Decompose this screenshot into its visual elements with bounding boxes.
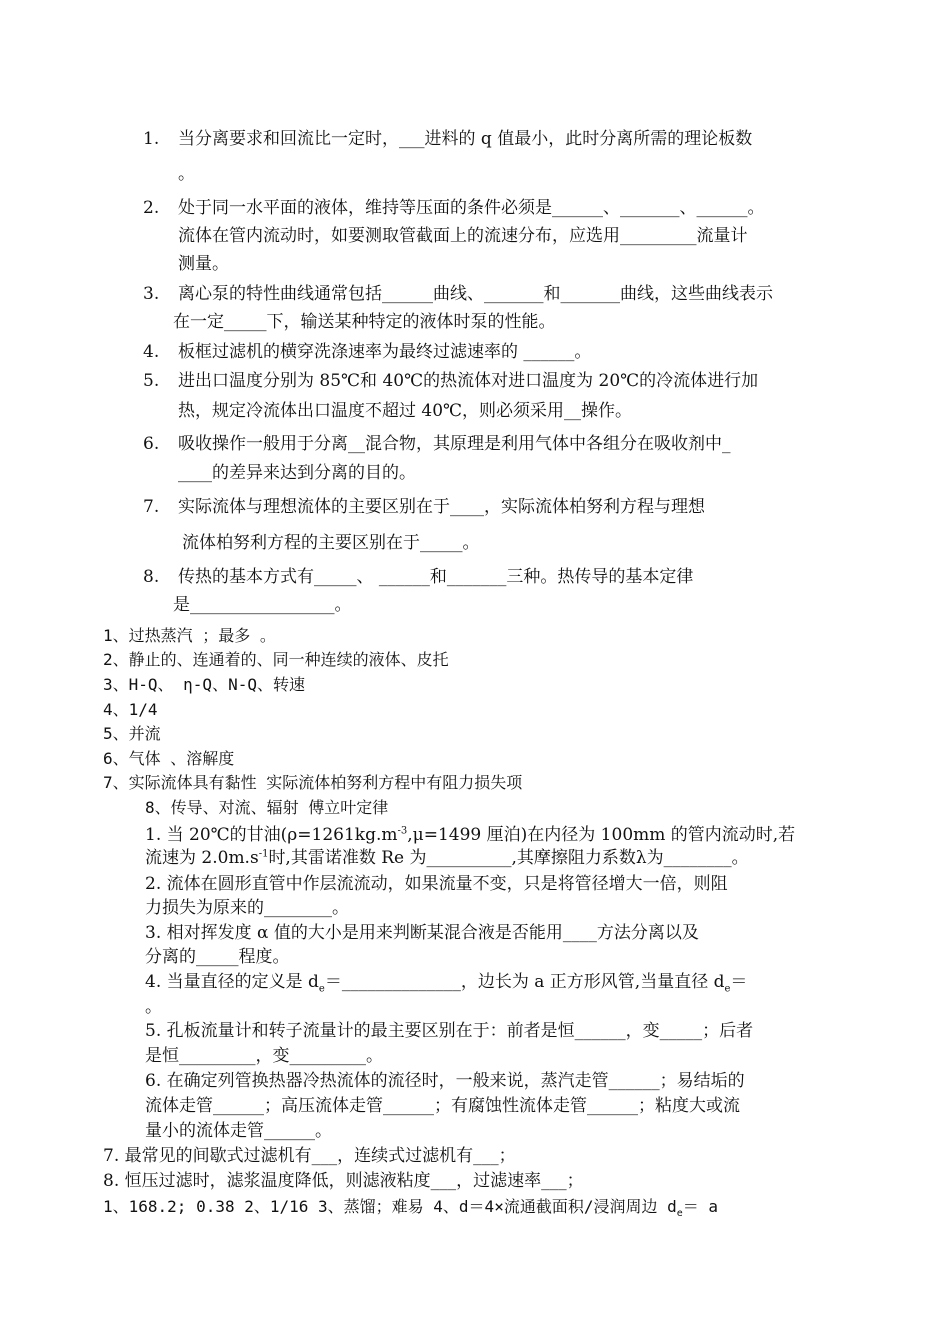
question-text: 4. 当量直径的定义是 $d_e=\_\_\_\_\_\_\_\_\_\_\_\_\_\_$，边长为 a 正方形风管,当量直径 $d_e=$: [145, 972, 748, 995]
question-text: 热，规定冷流体出口温度不超过 40℃，则必须采用__操作。: [178, 401, 633, 421]
answer-line: 1、过热蒸汽 ；最多 。: [103, 626, 276, 645]
answer-line: 7、实际流体具有黏性 实际流体柏努利方程中有阻力损失项: [103, 773, 523, 792]
answer-line: 2、静止的、连通着的、同一种连续的液体、皮托: [103, 650, 449, 669]
question-text: 流速为 $2.0m.s^{-1}$时,其雷诺准数 Re 为__________,其摩擦阻力系数λ为________。: [145, 848, 749, 868]
question-text: 进出口温度分别为 85℃和 40℃的热流体对进口温度为 20℃的冷流体进行加: [178, 371, 759, 391]
question-text: 5. 孔板流量计和转子流量计的最主要区别在于：前者是恒______，变_____；后者: [145, 1021, 754, 1041]
question-text: 处于同一水平面的液体，维持等压面的条件必须是______、_______、______。: [178, 198, 765, 218]
question-text: 在一定_____下，输送某种特定的液体时泵的性能。: [173, 312, 556, 332]
question-text: 实际流体与理想流体的主要区别在于____，实际流体柏努利方程与理想: [178, 497, 705, 517]
question-text: ____的差异来达到分离的目的。: [178, 463, 416, 483]
question-text: 2. 流体在圆形直管中作层流流动，如果流量不变，只是将管径增大一倍，则阻: [145, 874, 728, 894]
question-number: 1.: [143, 129, 160, 149]
question-text: 量小的流体走管______。: [145, 1121, 332, 1141]
answer-line: 1、168.2; 0.38 2、1/16 3、蒸馏；难易 4、d＝4×流通截面积/浸润周边 $d_e= a$: [103, 1197, 719, 1220]
question-number: 3.: [143, 284, 160, 304]
question-text: 离心泵的特性曲线通常包括______曲线、_______和_______曲线，这些曲线表示: [178, 284, 773, 304]
question-text: 力损失为原来的________。: [145, 898, 349, 918]
question-text: 吸收操作一般用于分离__混合物，其原理是利用气体中各组分在吸收剂中_: [178, 434, 731, 454]
question-text: 1. 当 20℃的甘油($\rho=1261kg.m^{-3},\mu=1499$ 厘泊)在内径为 100mm 的管内流动时,若: [145, 825, 796, 845]
answer-line: 8、传导、对流、辐射 傅立叶定律: [145, 798, 389, 817]
question-text: 。: [145, 997, 162, 1017]
answer-line: 6、气体 、溶解度: [103, 749, 235, 768]
question-text: 测量。: [178, 254, 229, 274]
question-text: 当分离要求和回流比一定时，___进料的 q 值最小，此时分离所需的理论板数: [178, 129, 753, 149]
question-text: 3. 相对挥发度 α 值的大小是用来判断某混合液是否能用____方法分离以及: [145, 923, 699, 943]
question-text: 。: [178, 164, 195, 184]
question-number: 2.: [143, 198, 160, 218]
answer-line: 5、并流: [103, 724, 161, 743]
question-text: 是_________________。: [173, 595, 352, 615]
answer-line: 4、1/4: [103, 700, 158, 719]
question-number: 8.: [143, 567, 160, 587]
question-text: 是恒_________，变_________。: [145, 1046, 383, 1066]
question-text: 流体走管______；高压流体走管______；有腐蚀性流体走管______；粘度大或流: [145, 1096, 740, 1116]
answer-line: 3、H-Q、 η-Q、N-Q、转速: [103, 675, 305, 694]
question-text: 分离的_____程度。: [145, 947, 290, 967]
question-text: 流体柏努利方程的主要区别在于_____。: [182, 533, 480, 553]
question-number: 5.: [143, 371, 160, 391]
question-text: 流体在管内流动时，如要测取管截面上的流速分布，应选用_________流量计: [178, 226, 748, 246]
question-text: 板框过滤机的横穿洗涤速率为最终过滤速率的 ______。: [178, 342, 592, 362]
question-text: 7. 最常见的间歇式过滤机有___，连续式过滤机有___；: [103, 1146, 516, 1166]
question-text: 6. 在确定列管换热器冷热流体的流径时，一般来说，蒸汽走管______；易结垢的: [145, 1071, 745, 1091]
question-text: 8. 恒压过滤时，滤浆温度降低，则滤液粘度___，过滤速率___；: [103, 1171, 584, 1191]
question-number: 6.: [143, 434, 160, 454]
question-text: 传热的基本方式有_____、 ______和_______三种。热传导的基本定律: [178, 567, 694, 587]
question-number: 4.: [143, 342, 160, 362]
question-number: 7.: [143, 497, 160, 517]
